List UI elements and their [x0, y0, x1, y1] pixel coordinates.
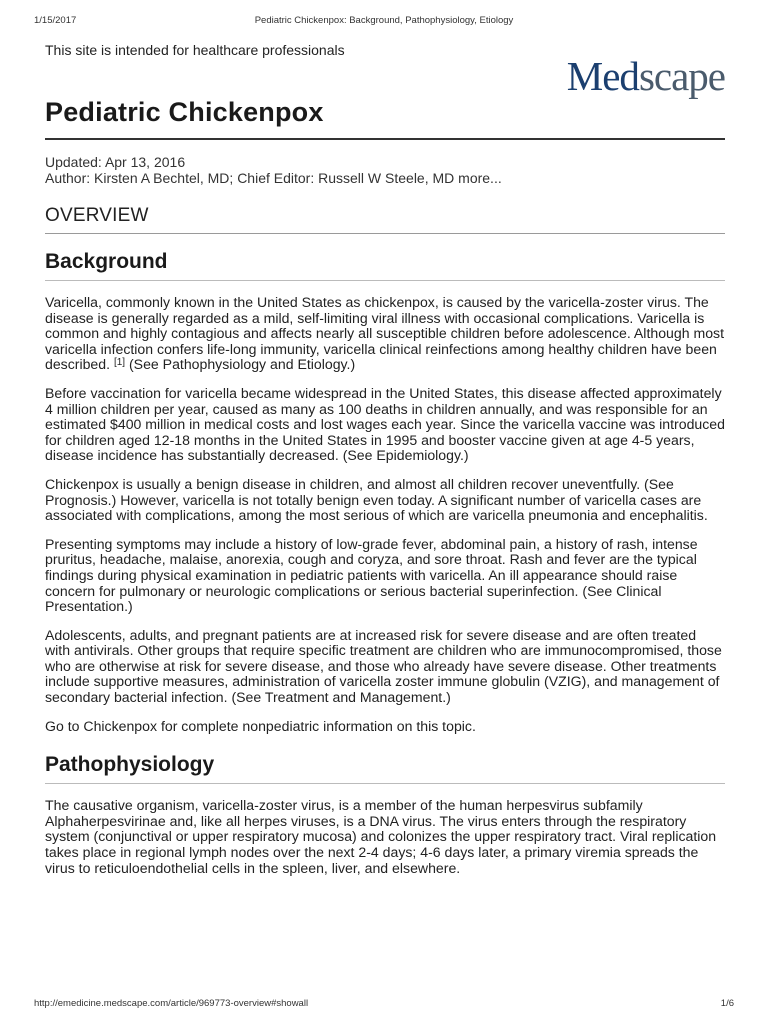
logo-part-scape: scape [638, 53, 725, 99]
background-paragraph-3: Chickenpox is usually a benign disease in children, and almost all children recover uneventfully. (See Prognosis.) However, varicella is not totally benign even today. A significant number of varicella cases are associated with complications, among the most serious of which are varicella pneumonia and encephalitis. [45, 475, 708, 524]
article-content [45, 94, 725, 876]
background-paragraph-6: Go to Chickenpox for complete nonpediatric information on this topic. [45, 717, 476, 734]
background-paragraph-2: Before vaccination for varicella became widespread in the United States, this disease affected approximately 4 million children per year, caused as many as 100 deaths in children annually, and was responsible for an estimated $400 million in medical costs and lost wages each year. Since the varicella vaccine was introduced for children aged 12-18 months in the United States in 1995 and booster vaccine given at age 4-5 years, disease incidence has substantially decreased. (See Epidemiology.) [45, 384, 725, 464]
page-number: 1/6 [720, 998, 734, 1009]
print-page-title: Pediatric Chickenpox: Background, Pathophysiology, Etiology [254, 15, 514, 26]
professional-notice: This site is intended for healthcare professionals [45, 42, 345, 58]
article-meta [45, 154, 725, 186]
print-date: 1/15/2017 [34, 15, 77, 26]
updated-date: Updated: Apr 13, 2016 [45, 154, 186, 170]
background-paragraph-1 [45, 295, 725, 373]
paragraph-text-tail: (See Pathophysiology and Etiology.) [125, 356, 356, 373]
page-title: Pediatric Chickenpox [45, 94, 725, 140]
pathophysiology-heading: Pathophysiology [45, 751, 725, 784]
medscape-logo[interactable] [567, 54, 725, 98]
overview-tab[interactable]: OVERVIEW [45, 204, 725, 234]
paragraph-text: Varicella, commonly known in the United States as chickenpox, is caused by the varicella-zoster virus. The disease is generally regarded as a mild, self-limiting viral illness with occasional complications. Varicella is common and highly contagious and affects nearly all susceptible children before adolescence. Although most varicella infection confers life-long immunity, varicella clinical reinfections among healthy children have been described. [45, 294, 725, 373]
author-line: Author: Kirsten A Bechtel, MD; Chief Editor: Russell W Steele, MD more... [45, 170, 502, 186]
logo-part-med: Med [566, 53, 639, 99]
background-paragraph-5: Adolescents, adults, and pregnant patients are at increased risk for severe disease and are often treated with antivirals. Other groups that require specific treatment are children who are immunocompromised, those who are otherwise at risk for severe disease, and those who already have severe disease. Other treatments include supportive measures, administration of varicella zoster immune globulin (VZIG), and management of secondary bacterial infection. (See Treatment and Management.) [45, 626, 722, 706]
print-header [34, 15, 734, 29]
reference-link[interactable]: [1] [113, 357, 126, 369]
background-heading: Background [45, 248, 725, 281]
page-url: http://emedicine.medscape.com/article/969773-overview#showall [34, 998, 309, 1009]
pathophysiology-paragraph-1: The causative organism, varicella-zoster virus, is a member of the human herpesvirus subfamily Alphaherpesvirinae and, like all herpes viruses, is a DNA virus. The virus enters through the respiratory system (conjunctival or upper respiratory mucosa) and colonizes the upper respiratory tract. Viral replication takes place in regional lymph nodes over the next 2-4 days; 4-6 days later, a primary viremia spreads the virus to reticuloendothelial cells in the spleen, liver, and elsewhere. [45, 797, 717, 876]
background-paragraph-4: Presenting symptoms may include a history of low-grade fever, abdominal pain, a history of rash, intense pruritus, headache, malaise, anorexia, cough and coryza, and sore throat. Rash and fever are the typical findings during physical examination in pediatric patients with varicella. An ill appearance should raise concern for pulmonary or neurologic complications or serious bacterial superinfection. (See Clinical Presentation.) [45, 535, 698, 615]
